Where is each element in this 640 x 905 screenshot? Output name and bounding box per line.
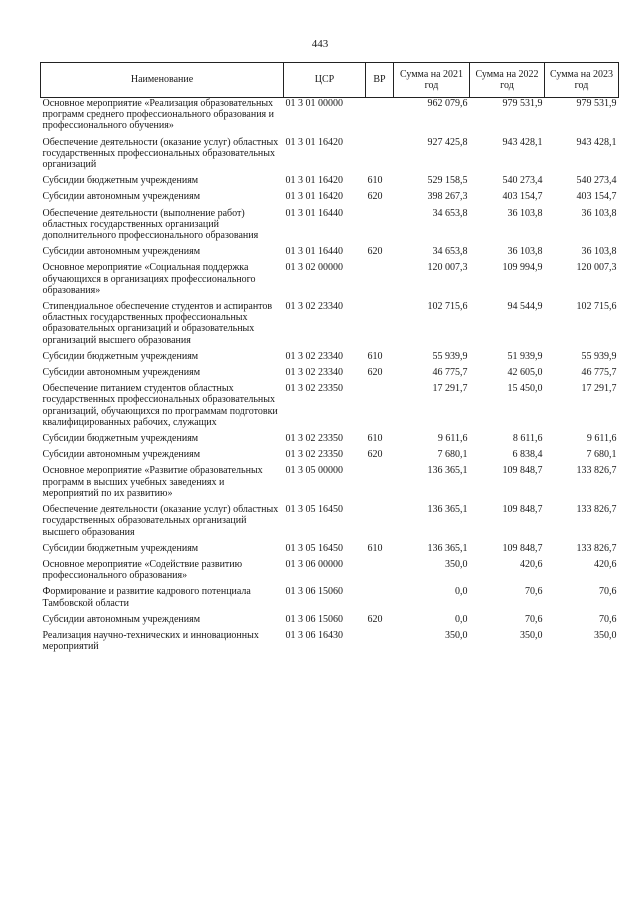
row-vr-code — [366, 98, 394, 137]
row-name: Основное мероприятие «Реализация образовательных программ среднего профессионального образования и профессионального обучения» — [42, 98, 275, 132]
column-header-vr: ВР — [366, 63, 394, 98]
row-amount-2023: 420,6 — [594, 558, 617, 570]
row-amount-2022: 6 838,4 — [512, 449, 543, 461]
row-amount-2022: 109 848,7 — [502, 465, 543, 477]
row-amount-2021: 136 365,1 — [427, 465, 468, 477]
row-csr-code: 01 3 01 16440 — [285, 246, 343, 258]
row-amount-2022: 8 611,6 — [512, 433, 543, 445]
row-vr-code: 620 — [367, 246, 383, 258]
row-amount-2022: 15 450,0 — [507, 383, 543, 395]
table-row — [41, 543, 619, 559]
row-amount-2023: 133 826,7 — [576, 542, 617, 554]
row-amount-2022: 51 939,9 — [507, 350, 543, 362]
table-row — [41, 262, 619, 301]
table-row — [41, 465, 619, 504]
row-vr-code — [366, 586, 394, 613]
row-amount-2023: 133 826,7 — [576, 465, 617, 477]
row-amount-2022: 109 848,7 — [502, 542, 543, 554]
row-vr-code — [366, 504, 394, 543]
row-csr-code: 01 3 02 23340 — [285, 367, 343, 379]
row-amount-2021: 17 291,7 — [432, 383, 468, 395]
table-body — [41, 98, 619, 658]
page-number: 443 — [311, 38, 329, 50]
row-vr-code: 610 — [367, 542, 383, 554]
row-amount-2023: 540 273,4 — [576, 175, 617, 187]
row-csr-code: 01 3 05 00000 — [285, 465, 343, 477]
row-vr-code: 620 — [367, 191, 383, 203]
row-vr-code — [366, 208, 394, 247]
row-name: Обеспечение деятельности (выполнение работ) областных государственных организаций дополнительного профессионального образования — [42, 207, 259, 242]
row-amount-2021: 34 653,8 — [432, 246, 468, 258]
row-vr-code: 620 — [367, 367, 383, 379]
table-row — [41, 175, 619, 191]
row-csr-code: 01 3 01 16440 — [285, 207, 343, 219]
table-row — [41, 246, 619, 262]
table-row — [41, 301, 619, 351]
row-vr-code: 620 — [367, 613, 383, 625]
row-amount-2023: 350,0 — [594, 629, 617, 641]
column-header-2022: Сумма на 2022 год — [470, 63, 545, 98]
table-row — [41, 191, 619, 207]
row-csr-code: 01 3 06 15060 — [285, 586, 343, 598]
row-amount-2022: 943 428,1 — [502, 136, 543, 148]
row-amount-2021: 350,0 — [445, 558, 468, 570]
row-vr-code — [366, 630, 394, 657]
row-csr-code: 01 3 06 15060 — [285, 613, 343, 625]
row-csr-code: 01 3 02 23340 — [285, 301, 343, 313]
table-row — [41, 504, 619, 543]
row-amount-2022: 109 848,7 — [502, 504, 543, 516]
table-row — [41, 98, 619, 137]
row-amount-2022: 94 544,9 — [507, 301, 543, 313]
table-row — [41, 586, 619, 613]
budget-table — [40, 62, 619, 657]
row-amount-2022: 109 994,9 — [502, 262, 543, 274]
row-amount-2021: 0,0 — [455, 613, 468, 625]
row-csr-code: 01 3 02 23340 — [285, 350, 343, 362]
row-amount-2022: 70,6 — [525, 613, 543, 625]
row-amount-2021: 398 267,3 — [427, 191, 468, 203]
row-name: Субсидии автономным учреждениям — [42, 191, 201, 203]
row-csr-code: 01 3 01 16420 — [285, 136, 343, 148]
row-amount-2021: 350,0 — [445, 629, 468, 641]
row-vr-code — [366, 465, 394, 504]
table-row — [41, 559, 619, 586]
row-csr-code: 01 3 01 00000 — [285, 98, 343, 109]
row-name: Обеспечение деятельности (оказание услуг) областных государственных образовательных организаций высшего образования — [42, 504, 279, 538]
table-row — [41, 433, 619, 449]
row-amount-2023: 46 775,7 — [581, 367, 617, 379]
row-csr-code: 01 3 01 16420 — [285, 175, 343, 187]
row-amount-2023: 133 826,7 — [576, 504, 617, 516]
table-row — [41, 383, 619, 433]
row-csr-code: 01 3 02 23350 — [285, 449, 343, 461]
row-name: Субсидии автономным учреждениям — [42, 367, 201, 379]
row-amount-2022: 540 273,4 — [502, 175, 543, 187]
row-csr-code: 01 3 02 23350 — [285, 383, 343, 395]
row-amount-2023: 7 680,1 — [586, 449, 617, 461]
row-csr-code: 01 3 05 16450 — [285, 542, 343, 554]
table-row — [41, 367, 619, 383]
column-header-2021: Сумма на 2021 год — [394, 63, 470, 98]
table-row — [41, 449, 619, 465]
table-row — [41, 351, 619, 367]
row-csr-code: 01 3 06 16430 — [285, 629, 343, 641]
column-header-2023: Сумма на 2023 год — [545, 63, 619, 98]
row-name: Основное мероприятие «Развитие образовательных программ в высших учебных заведениях и мероприятий по их развитию» — [42, 465, 263, 499]
row-name: Формирование и развитие кадрового потенциала Тамбовской области — [42, 586, 251, 609]
row-vr-code: 610 — [367, 175, 383, 187]
row-name: Реализация научно-технических и инновационных мероприятий — [42, 629, 259, 653]
table-row — [41, 630, 619, 657]
row-name: Обеспечение деятельности (оказание услуг) областных государственных профессиональных образовательных организаций — [42, 136, 279, 171]
row-amount-2022: 36 103,8 — [507, 207, 543, 219]
row-name: Основное мероприятие «Содействие развитию профессионального образования» — [42, 558, 243, 582]
row-amount-2022: 42 605,0 — [507, 367, 543, 379]
row-vr-code: 610 — [367, 433, 383, 445]
row-amount-2023: 70,6 — [599, 586, 617, 598]
row-amount-2021: 7 680,1 — [437, 449, 468, 461]
row-name: Субсидии автономным учреждениям — [42, 613, 201, 625]
row-amount-2023: 55 939,9 — [581, 350, 617, 362]
row-csr-code: 01 3 05 16450 — [285, 504, 343, 516]
row-csr-code: 01 3 02 00000 — [285, 262, 343, 274]
row-amount-2021: 9 611,6 — [437, 433, 468, 445]
row-amount-2021: 120 007,3 — [427, 262, 468, 274]
row-csr-code: 01 3 06 00000 — [285, 558, 343, 570]
row-name: Основное мероприятие «Социальная поддержка обучающихся в организациях профессионального образования» — [42, 262, 256, 296]
row-csr-code: 01 3 02 23350 — [285, 433, 343, 445]
row-amount-2021: 136 365,1 — [427, 504, 468, 516]
table-header — [41, 63, 619, 98]
row-amount-2021: 529 158,5 — [427, 175, 468, 187]
row-name: Обеспечение питанием студентов областных государственных профессиональных образовательных организаций, обучающихся по программам подготовки квалифицированных рабочих, служащих — [42, 383, 278, 428]
row-vr-code: 620 — [367, 449, 383, 461]
row-amount-2021: 0,0 — [455, 586, 468, 598]
column-header-name: Наименование — [41, 63, 284, 98]
row-amount-2021: 136 365,1 — [427, 542, 468, 554]
row-vr-code — [366, 559, 394, 586]
row-vr-code — [366, 383, 394, 433]
row-amount-2023: 36 103,8 — [581, 207, 617, 219]
row-amount-2022: 979 531,9 — [502, 98, 543, 109]
row-amount-2023: 979 531,9 — [576, 98, 617, 109]
row-amount-2021: 102 715,6 — [427, 301, 468, 313]
row-amount-2022: 70,6 — [525, 586, 543, 598]
column-header-csr: ЦСР — [284, 63, 366, 98]
row-name: Субсидии бюджетным учреждениям — [42, 175, 199, 187]
row-name: Субсидии бюджетным учреждениям — [42, 542, 199, 554]
row-vr-code — [366, 137, 394, 176]
table-row — [41, 137, 619, 176]
row-amount-2021: 927 425,8 — [427, 136, 468, 148]
row-amount-2023: 9 611,6 — [586, 433, 617, 445]
row-amount-2021: 55 939,9 — [432, 350, 468, 362]
row-amount-2023: 403 154,7 — [576, 191, 617, 203]
row-vr-code — [366, 301, 394, 351]
table-row — [41, 614, 619, 630]
row-amount-2022: 403 154,7 — [502, 191, 543, 203]
row-amount-2023: 36 103,8 — [581, 246, 617, 258]
row-vr-code — [366, 262, 394, 301]
row-name: Субсидии бюджетным учреждениям — [42, 433, 199, 445]
row-amount-2021: 34 653,8 — [432, 207, 468, 219]
row-amount-2023: 70,6 — [599, 613, 617, 625]
row-amount-2023: 120 007,3 — [576, 262, 617, 274]
row-name: Стипендиальное обеспечение студентов и аспирантов областных государственных профессиональных образовательных организаций и образовательных организаций высшего образования — [42, 301, 273, 346]
row-csr-code: 01 3 01 16420 — [285, 191, 343, 203]
row-name: Субсидии бюджетным учреждениям — [42, 350, 199, 362]
row-name: Субсидии автономным учреждениям — [42, 449, 201, 461]
row-amount-2022: 36 103,8 — [507, 246, 543, 258]
row-amount-2021: 46 775,7 — [432, 367, 468, 379]
row-amount-2021: 962 079,6 — [427, 98, 468, 109]
row-amount-2022: 420,6 — [520, 558, 543, 570]
row-amount-2023: 943 428,1 — [576, 136, 617, 148]
row-name: Субсидии автономным учреждениям — [42, 246, 201, 258]
row-amount-2023: 102 715,6 — [576, 301, 617, 313]
row-amount-2022: 350,0 — [520, 629, 543, 641]
table-row — [41, 208, 619, 247]
row-amount-2023: 17 291,7 — [581, 383, 617, 395]
row-vr-code: 610 — [367, 350, 383, 362]
